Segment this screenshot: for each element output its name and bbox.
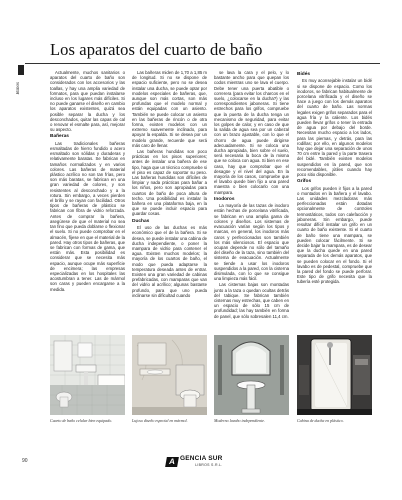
baneras-paragraph-2: Las bañeras miden de 1,70 a 1,85 m de longitud. Si no se dispone de espacio suficiente, pero no se desea instalar una ducha, se puede optar por modelos especiales de bañeras, que, aunque son más cortas, son más profundas que el modelo normal y están equipadas con un asiento. También se puede colocar un asiento en las bañeras de rincón o de otra forma, existen modelos con un extremo suavemente inclinado, para apoyar la espalda. Si se desea por un modelo grande, recuerde que será más caro de llenar. [132,70,207,148]
heading-inodoros: Inodoros [214,196,235,202]
photo-bathroom-equipped [50,335,125,415]
section-tab-marker [18,65,24,75]
baneras-paragraph: Las tradicionales bañeras esmaltadas de hierro fundido o acero esmaltado son sólidas y duraderas y relativamente baratas. Se fabrican en tamaños normalizados y en varios colores. Las bañeras de material plástico acrílico no son tan frías, pero son más baratas, se fabrican en una gran variedad de colores, y son resistentes al desconchado y a la rotura. Sin embargo, a veces pierden el brillo y se rayan con facilidad. Otros tipos de bañeras de plástico se fabrican con fibra de vidrio reforzada. Antes de comprar la bañera, asegúrese de que el material no sea tan fino que pueda doblarse o flexionar el suelo. Si no puede comprobar en el almacén, fíjese en que el material de la pared. Hay otros tipos de bañeras, que se fabrican con formas de gama, que están más. Esta posibilidad es considerar que se necesita más espacio, aunque ocupe más superficie de encimera; las empresas especializadas en los hospitales las acostumbran a tener. Las de mármol son caras y pueden encargarse a la medida. [50,140,125,292]
page-title: Los aparatos del cuarto de baño [50,40,263,59]
text-column-1 [50,70,125,293]
logo-main-text: GENCIA SUR [180,455,223,462]
duchas-paragraph: El uso de las duchas es más económico que el de la bañera. Si se desea, se puede instalar una cabina de ducha independiente, o poner la mampara de vidrio para contener el agua. Existen muchos modelos; la mayoría de los cuartos de baño, el modo que pueda adaptarse la temperatura deseada antes de entrar. Existen una gran variedad de cabinas prefabricadas, con mamparas que van del vidrio al acrílico; algunas bastante profundo, para que uno pueda inclinarse sin dificultad cuando [132,225,208,298]
inodoros-paragraph-2: Las cisternas bajas son montadas junto a la taza o quedan ocultas detrás del tabique. Se fabrican también cisternas muy estrechas, que caben en un espacio de sólo 15 cm de profundidad; las hay también en forma de panel, que sólo sobresalen 11,4 cm. [214,282,289,319]
photo-caption-2: Lujoso diseño especial en mármol. [132,418,188,423]
bides-paragraph: Es muy aconsejable instalar un bidé si se dispone de espacio. Como los inodoros, se fabrican habitualmente de porcelana vitrificada y el diseño se hace a juego con los demás aparatos del cuarto de baño. Las normas legales exigen grifos separados para el agua fría y la caliente. Los bidés pueden llevar grifos o tener la entrada de agua por debajo del borde. Necesitan mucho espacio a los lados, para las piernas, y detrás, para las rodillas; por ello, en algunos modelos hay que dejar una separación de unos 70 cm entre la pared y la parte trasera del bidé. También existen modelos suspendidos en la pared, que son recomendables, ¡útiles cuando hay poco sitio disponible. [297,78,372,178]
page-number: 90 [22,458,28,464]
photo-shower-cabin [297,335,372,415]
photo-caption-3: Moderno lavabo independiente. [214,418,265,423]
intro-paragraph: Actualmente, muchos sanitarios o aparatos del cuarto de baño son considerados con los accesorios y las toallas, y hay una amplia variedad de formatos, para que puedan instalarse incluso en los lugares más difíciles. Si no puede ganarse el diseño en cambio los aparatos existentes, quizá sea posible separar la ducha y los desconchados, quitar las capas de cal o renovar el esmalte para, así, mejorar su aspecto. [50,70,125,133]
logo-text [180,456,223,468]
publisher-logo [166,456,223,468]
photo-marble-bathroom [132,335,207,415]
logo-sub-text: LIBROS S.R.L. [195,463,223,467]
photo-freestanding-sink [214,335,289,415]
text-column-3 [214,70,289,320]
heading-duchas: Duchas [132,218,150,224]
text-column-2 [132,70,207,299]
heading-bides: Bidés [297,72,311,77]
heading-grifos: Grifos [297,179,312,185]
section-label: Baños [16,82,21,95]
duchas-paragraph-2: se lava la cara y el pelo, y lo bastante ancho para que quepan los codos mientras uno se lava el cuerpo. Debe tener una puerta abatible o correrera (para evitar los charcos en el suelo, ¿colocarse en la ducha?) y las correspondientes jaboneras. Si tiene estrechos para los grifos, compruebe que la puerta de la ducha tenga un mecanismo de seguridad, para evitar los golpes de calor, y en caso de que la salida de agua sea por un cabezal con un brazo ajustable, con lo que el chorro de agua puede dirigirse adecuadamente. Si se coloca una ducha apropiada, bien sobre el suelo, será necesaria la boca de la misma que se coloca con agua. Si bien en ese caso, hay que comprobar que el desagüe y el nivel del agua. En la mayoría de los casos, compruebe que el lavabo quede bien fijo a una pared maestra o bien colocarlo con una mampara. [214,70,290,195]
heading-baneras: Bañeras [50,134,69,140]
photo-caption-1: Cuarto de baño celular bien equipado. [50,418,113,423]
grifos-paragraph: Los grifos pueden ir fijos a la pared o montados en la bañera y el lavabo. Las unidades mezcladoras más perfeccionadas están dotadas opcionalmente de controles termostáticos, todos con calefacción y jaboneras. Sin embargo, puede resultar difícil instalar un grifo en un cuarto de baño existente. Si el cuarto de baño tiene una mampara, se pueden colocar fácilmente. Si se decide bajar la mampara, es de desear que la ducha quede en una pared separada de los demás aparatos, que se pueden colocar en el fondo. Si el lavabo es de pedestal, compruebe que la pared del fondo se puede perforar. Este tipo de grifo necesita que la tubería esté protegida. [297,185,372,285]
logo-badge: A [165,457,179,467]
inodoros-paragraph: La mayoría de las tazas de inodoro están hechas de porcelana vitrificada, se fabrican en una amplia gama de colores y diseños. Los sistemas de evacuación varían según los tipos y marcas, en general, los inodoros más caros y perfeccionados son también los más silenciosos. El espacio que ocupan depende no sólo del tamaño del diseño de la taza, sino también del sistema de evacuación. Actualmente se tiende a usar los inodoros suspendidos a la pared, con la cisterna disimulada, con lo que se consigue una limpieza más fácil. [214,203,289,282]
text-column-4 [297,70,372,286]
title-rule [25,63,380,64]
photo-caption-4: Cabina de ducha en plástico. [297,418,344,423]
baneras-paragraph-3: Las bañeras hundidas son poco prácticas en los pisos superiores; antes de instalar una bañera de ese tipo, haga que un técnico compruebe si el piso es capaz de soportar su peso. Las bañeras hundidas son difíciles de limpiar y nada prácticas para bañar a los niños, pero son apropiadas para cuartos de baño de poca altura de techo. Una posibilidad es instalar la bañera en una plataforma baja, en la que se puede incluir espacio para guardar cosas. [132,149,208,217]
